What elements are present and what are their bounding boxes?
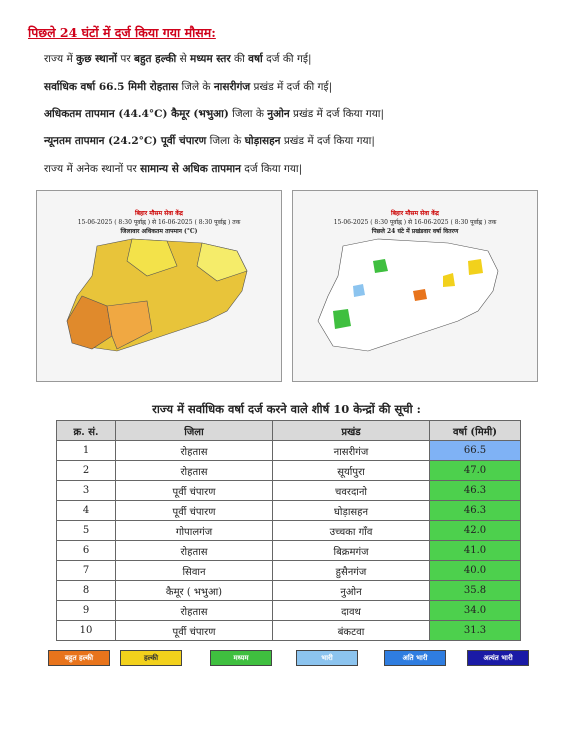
rainfall-cell: 40.0 xyxy=(430,561,521,581)
block-cell: सूर्यापुरा xyxy=(273,461,430,481)
district-cell: रोहतास xyxy=(116,601,273,621)
block-cell: बिक्रमगंज xyxy=(273,541,430,561)
rainfall-cell: 41.0 xyxy=(430,541,521,561)
serial-cell: 3 xyxy=(57,481,116,501)
rainfall-cell: 42.0 xyxy=(430,521,521,541)
block-cell: नुओन xyxy=(273,581,430,601)
rainfall-map xyxy=(292,190,538,382)
col-serial: क्र. सं. xyxy=(57,421,116,441)
serial-cell: 6 xyxy=(57,541,116,561)
table-title: राज्य में सर्वाधिक वर्षा दर्ज करने वाले शीर्ष 10 केन्द्रों की सूची : xyxy=(152,402,421,416)
table-row xyxy=(57,521,521,541)
serial-cell: 10 xyxy=(57,621,116,641)
legend-item: अति भारी xyxy=(384,650,446,666)
block-cell: बंकटवा xyxy=(273,621,430,641)
serial-cell: 4 xyxy=(57,501,116,521)
page-heading: पिछले 24 घंटों में दर्ज किया गया मौसम: xyxy=(28,25,216,40)
rainfall-cell: 47.0 xyxy=(430,461,521,481)
block-cell: नासरीगंज xyxy=(273,441,430,461)
district-cell: पूर्वी चंपारण xyxy=(116,481,273,501)
summary-line-5: राज्य में अनेक स्थानों पर सामान्य से अधिक तापमान दर्ज किया गया| xyxy=(44,163,303,175)
col-block: प्रखंड xyxy=(273,421,430,441)
district-cell: पूर्वी चंपारण xyxy=(116,501,273,521)
table-row xyxy=(57,541,521,561)
rainfall-cell: 66.5 xyxy=(430,441,521,461)
table-row xyxy=(57,601,521,621)
legend-item: अत्यंत भारी xyxy=(467,650,529,666)
district-cell: पूर्वी चंपारण xyxy=(116,621,273,641)
table-row xyxy=(57,581,521,601)
summary-line-1: राज्य में कुछ स्थानों पर बहुत हल्की से मध्यम स्तर की वर्षा दर्ज की गई| xyxy=(44,53,312,65)
map-date: 15-06-2025 ( 8:30 पूर्वाह्न ) से 16-06-2025 ( 8:30 पूर्वाह्न ) तक xyxy=(333,219,497,226)
serial-cell: 9 xyxy=(57,601,116,621)
serial-cell: 2 xyxy=(57,461,116,481)
top-rainfall-table xyxy=(56,420,521,641)
summary-line-2: सर्वाधिक वर्षा 66.5 मिमी रोहतास जिले के नासरीगंज प्रखंड में दर्ज की गई| xyxy=(44,81,333,93)
rainfall-map-shape xyxy=(293,191,537,381)
map-date: 15-06-2025 ( 8:30 पूर्वाह्न ) से 16-06-2025 ( 8:30 पूर्वाह्न ) तक xyxy=(77,219,241,226)
legend-item: हल्की xyxy=(120,650,182,666)
legend-item: भारी xyxy=(296,650,358,666)
table-row xyxy=(57,501,521,521)
district-cell: गोपालगंज xyxy=(116,521,273,541)
temperature-map-shape xyxy=(37,191,281,381)
district-cell: रोहतास xyxy=(116,541,273,561)
legend-item: मध्यम xyxy=(210,650,272,666)
block-cell: हुसैनगंज xyxy=(273,561,430,581)
serial-cell: 5 xyxy=(57,521,116,541)
district-cell: रोहतास xyxy=(116,441,273,461)
map-title: जिलावार अधिकतम तापमान (°C) xyxy=(120,228,198,235)
district-cell: रोहतास xyxy=(116,461,273,481)
block-cell: घोड़ासहन xyxy=(273,501,430,521)
rainfall-cell: 31.3 xyxy=(430,621,521,641)
rainfall-cell: 34.0 xyxy=(430,601,521,621)
table-row xyxy=(57,461,521,481)
rainfall-cell: 46.3 xyxy=(430,481,521,501)
table-row xyxy=(57,481,521,501)
block-cell: उच्चका गाँव xyxy=(273,521,430,541)
col-district: जिला xyxy=(116,421,273,441)
table-row xyxy=(57,441,521,461)
serial-cell: 8 xyxy=(57,581,116,601)
map-org: बिहार मौसम सेवा केंद्र xyxy=(135,210,183,217)
table-row xyxy=(57,561,521,581)
table-row xyxy=(57,621,521,641)
district-cell: कैमूर ( भभुआ) xyxy=(116,581,273,601)
col-rainfall: वर्षा (मिमी) xyxy=(430,421,521,441)
district-cell: सिवान xyxy=(116,561,273,581)
temperature-map xyxy=(36,190,282,382)
block-cell: चवरदानो xyxy=(273,481,430,501)
serial-cell: 1 xyxy=(57,441,116,461)
legend-item: बहुत हल्की xyxy=(48,650,110,666)
summary-line-3: अधिकतम तापमान (44.4°C) कैमूर (भभुआ) जिला के नुओन प्रखंड में दर्ज किया गया| xyxy=(44,108,385,120)
table-header-row xyxy=(57,421,521,441)
block-cell: दावथ xyxy=(273,601,430,621)
serial-cell: 7 xyxy=(57,561,116,581)
summary-line-4: न्यूनतम तापमान (24.2°C) पूर्वी चंपारण जिला के घोड़ासहन प्रखंड में दर्ज किया गया| xyxy=(44,135,375,147)
map-title: पिछले 24 घंटे में प्रखंडवार वर्षा वितरण xyxy=(371,228,459,235)
rainfall-cell: 35.8 xyxy=(430,581,521,601)
map-org: बिहार मौसम सेवा केंद्र xyxy=(391,210,439,217)
rainfall-cell: 46.3 xyxy=(430,501,521,521)
